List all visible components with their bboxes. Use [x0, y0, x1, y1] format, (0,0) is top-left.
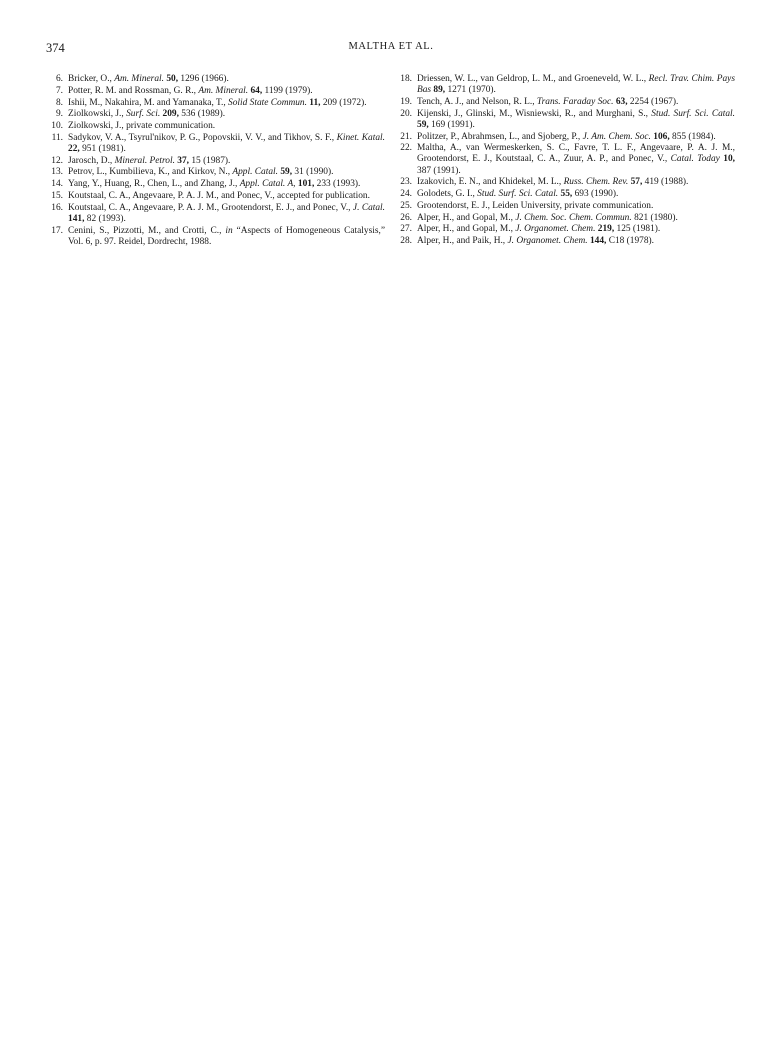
reference-italic-segment: Appl. Catal. A, [239, 179, 296, 190]
reference-italic-segment: Appl. Catal. [232, 167, 278, 178]
reference-number: 18. [400, 74, 412, 84]
reference-entry [48, 203, 385, 225]
reference-bold-segment: 50, [166, 74, 179, 84]
reference-bold-segment: 10, [723, 154, 735, 165]
reference-text-segment: 82 (1993). [84, 213, 126, 224]
reference-text-segment: 1271 (1970). [445, 85, 496, 96]
reference-text-segment: 855 (1984). [669, 131, 716, 142]
reference-italic-segment: J. Chem. Soc. Chem. Commun. [515, 212, 632, 223]
reference-text [417, 132, 735, 143]
reference-entry [48, 98, 385, 109]
reference-text [68, 74, 385, 85]
reference-bold-segment: 63, [615, 96, 628, 107]
reference-entry [397, 213, 735, 224]
reference-text-segment: “Aspects of Homogeneous Catalysis,” Vol. 6, p. 97. Reidel, Dordrecht, 1988. [68, 225, 385, 247]
reference-italic-segment: Stud. Surf. Sci. Catal. [651, 108, 735, 119]
reference-number: 28. [400, 236, 412, 247]
reference-bold-segment: 22, [68, 143, 80, 154]
reference-text [68, 226, 385, 248]
reference-number: 11. [51, 132, 63, 143]
reference-text-segment: Grootendorst, E. J., Leiden University, private communication. [417, 200, 654, 211]
references-left-column [48, 74, 385, 248]
reference-bold-segment: 101, [297, 179, 315, 190]
reference-number: 6. [55, 74, 63, 84]
reference-bold-segment: 141, [68, 213, 85, 224]
reference-text [417, 74, 735, 96]
reference-number: 16. [51, 202, 63, 213]
reference-number: 20. [400, 108, 412, 119]
reference-italic-segment: Am. Mineral. [114, 74, 164, 84]
page-number: 374 [46, 41, 65, 55]
reference-entry [48, 133, 385, 155]
reference-text-segment: Driessen, W. L., van Geldrop, L. M., and Groeneveld, W. L., [417, 74, 649, 84]
reference-text-segment: Petrov, L., Kumbilieva, K., and Kirkov, N., [68, 167, 233, 178]
reference-entry [397, 177, 735, 188]
reference-text-segment: Kijenski, J., Glinski, M., Wisniewski, R., and Murghani, S., [417, 108, 652, 119]
reference-bold-segment: 37, [177, 155, 189, 166]
reference-bold-segment: 59, [417, 119, 429, 130]
reference-entry [48, 109, 385, 120]
reference-bold-segment: 64, [250, 85, 263, 96]
reference-number: 24. [400, 189, 412, 200]
reference-number: 8. [55, 97, 63, 108]
reference-text-segment: Ziolkowski, J., [68, 109, 127, 120]
reference-bold-segment: 106, [653, 131, 670, 142]
reference-bold-segment: 209, [162, 109, 179, 120]
reference-italic-segment: J. Organomet. Chem. [515, 224, 596, 235]
reference-entry [397, 224, 735, 235]
reference-text [417, 143, 735, 176]
reference-number: 7. [55, 85, 63, 96]
reference-italic-segment: Recl. Trav. Chim. Pays Bas [417, 74, 735, 96]
reference-text [68, 121, 385, 132]
reference-entry [397, 132, 735, 143]
reference-number: 23. [400, 177, 412, 188]
reference-text-segment: Koutstaal, C. A., Angevaare, P. A. J. M., Grootendorst, E. J., and Ponec, V., [68, 202, 353, 213]
reference-text-segment: Bricker, O., [68, 74, 115, 84]
reference-number: 26. [400, 212, 412, 223]
reference-text-segment: 1296 (1966). [178, 74, 229, 84]
reference-text-segment: 169 (1991). [428, 119, 475, 130]
reference-entry [48, 121, 385, 132]
reference-italic-segment: Mineral. Petrol. [114, 155, 175, 166]
reference-bold-segment: 11, [309, 97, 321, 108]
reference-number: 9. [55, 109, 63, 120]
reference-text [68, 167, 385, 178]
reference-number: 17. [51, 225, 63, 236]
reference-bold-segment: 55, [560, 189, 573, 200]
reference-entry [397, 143, 735, 176]
reference-number: 19. [400, 96, 412, 107]
reference-text-segment: 2254 (1967). [627, 96, 679, 107]
reference-text-segment: Tench, A. J., and Nelson, R. L., [417, 96, 537, 107]
reference-bold-segment: 89, [433, 85, 446, 96]
reference-text-segment: Alper, H., and Gopal, M., [417, 224, 516, 235]
reference-entry [48, 191, 385, 202]
reference-text [417, 97, 735, 108]
reference-text [68, 133, 385, 155]
page-header [46, 41, 736, 59]
reference-text [417, 201, 735, 212]
reference-text-segment: Izakovich, E. N., and Khidekel, M. L., [417, 177, 564, 188]
reference-text [68, 86, 385, 97]
reference-italic-segment: Trans. Faraday Soc. [536, 96, 614, 107]
reference-text [417, 109, 735, 131]
reference-text-segment: Koutstaal, C. A., Angevaare, P. A. J. M., and Ponec, V., accepted for publication. [68, 190, 370, 201]
reference-italic-segment: Kinet. Katal. [336, 132, 385, 143]
reference-text-segment: 693 (1990). [572, 189, 619, 200]
reference-number: 10. [51, 121, 63, 131]
reference-bold-segment: 57, [630, 177, 643, 188]
reference-text-segment: 419 (1988). [642, 177, 689, 188]
reference-text-segment: Alper, H., and Gopal, M., [417, 212, 516, 223]
reference-text [417, 213, 735, 224]
reference-text-segment: 15 (1987). [189, 155, 231, 166]
reference-italic-segment: Solid State Commun. [228, 97, 307, 108]
reference-text-segment: 1199 (1979). [262, 85, 313, 96]
reference-text-segment: 821 (1980). [631, 212, 678, 223]
reference-italic-segment: Am. Mineral. [198, 85, 249, 96]
reference-text-segment: Sadykov, V. A., Tsyrul'nikov, P. G., Popovskii, V. V., and Tikhov, S. F., [68, 132, 337, 143]
reference-entry [48, 179, 385, 190]
reference-entry [397, 109, 735, 131]
reference-entry [397, 236, 735, 247]
reference-text [68, 191, 385, 202]
reference-text-segment: Jarosch, D., [68, 155, 115, 166]
reference-bold-segment: 59, [280, 167, 293, 178]
reference-entry [48, 226, 385, 248]
reference-text-segment: 387 (1991). [417, 165, 461, 176]
references-right-column [397, 74, 735, 248]
reference-text-segment: 951 (1981). [79, 143, 126, 154]
reference-text [68, 156, 385, 167]
reference-italic-segment: in [225, 225, 233, 236]
reference-italic-segment: Stud. Surf. Sci. Catal. [477, 189, 559, 200]
reference-number: 22. [400, 143, 412, 154]
reference-entry [397, 189, 735, 200]
reference-italic-segment: Russ. Chem. Rev. [563, 177, 629, 188]
reference-text-segment: Ishii, M., Nakahira, M. and Yamanaka, T., [68, 97, 229, 108]
reference-text-segment: Ziolkowski, J., private communication. [68, 121, 216, 131]
reference-text [417, 236, 735, 247]
reference-number: 13. [51, 167, 63, 178]
reference-text [68, 203, 385, 225]
reference-text-segment: C18 (1978). [606, 236, 655, 247]
reference-italic-segment: J. Organomet. Chem. [507, 236, 588, 247]
reference-text-segment: Yang, Y., Huang, R., Chen, L., and Zhang, J., [68, 179, 240, 190]
reference-bold-segment: 144, [589, 236, 607, 247]
reference-entry [397, 74, 735, 96]
reference-italic-segment: J. Catal. [352, 202, 385, 213]
reference-text [417, 224, 735, 235]
reference-text [417, 189, 735, 200]
reference-text-segment: 31 (1990). [292, 167, 334, 178]
reference-entry [48, 74, 385, 85]
reference-number: 21. [400, 131, 412, 142]
reference-text-segment: 233 (1993). [314, 179, 361, 190]
reference-text-segment: Golodets, G. I., [417, 189, 478, 200]
reference-text-segment: Cenini, S., Pizzotti, M., and Crotti, C., [68, 225, 226, 236]
reference-text [68, 109, 385, 120]
reference-number: 14. [51, 179, 63, 190]
reference-text-segment: Potter, R. M. and Rossman, G. R., [68, 85, 199, 96]
reference-entry [48, 156, 385, 167]
reference-italic-segment: J. Am. Chem. Soc. [582, 131, 651, 142]
reference-text [417, 177, 735, 188]
reference-text [68, 179, 385, 190]
reference-number: 27. [400, 224, 412, 235]
reference-text-segment: Politzer, P., Abrahmsen, L., and Sjoberg, P., [417, 131, 583, 142]
reference-entry [48, 86, 385, 97]
reference-text-segment: Alper, H., and Paik, H., [417, 236, 508, 247]
reference-entry [397, 97, 735, 108]
reference-number: 12. [51, 155, 63, 166]
reference-number: 25. [400, 200, 412, 211]
reference-entry [48, 167, 385, 178]
reference-number: 15. [51, 190, 63, 201]
reference-text-segment: 536 (1989). [178, 109, 226, 120]
reference-italic-segment: Surf. Sci. [126, 109, 161, 120]
reference-text [68, 98, 385, 109]
running-head: MALTHA ET AL. [348, 41, 434, 52]
reference-text-segment: Maltha, A., van Wermeskerken, S. C., Favre, T. L. F., Angevaare, P. A. J. M., Grootendorst, E. J., Koutstaal, C. A., Zuur, A. P., and Ponec, V., [417, 143, 735, 165]
reference-bold-segment: 219, [597, 224, 615, 235]
reference-text-segment: 209 (1972). [320, 97, 367, 108]
reference-entry [397, 201, 735, 212]
reference-italic-segment: Catal. Today [670, 154, 720, 165]
reference-text-segment: 125 (1981). [614, 224, 661, 235]
